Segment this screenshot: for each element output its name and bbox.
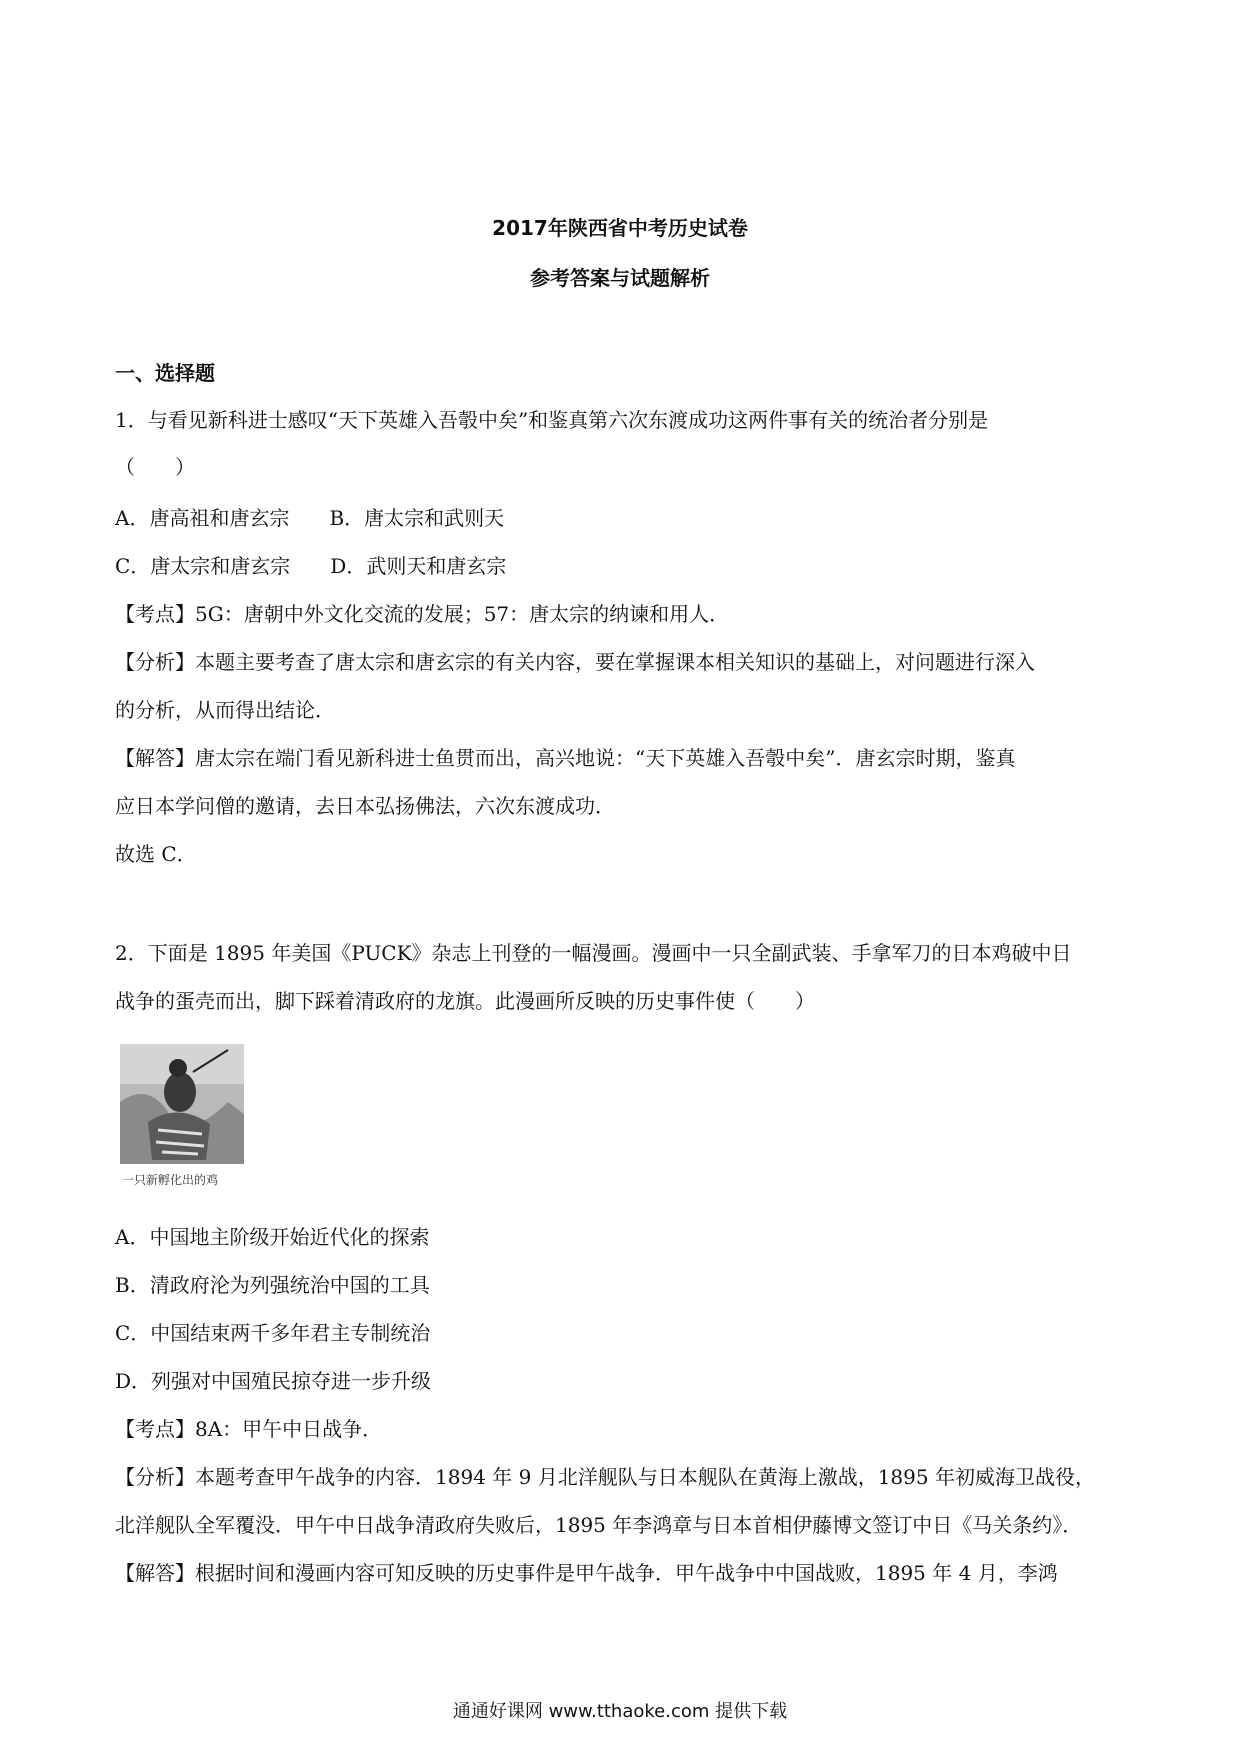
- q1-options-line2: C．唐太宗和唐玄宗 D．武则天和唐玄宗: [115, 554, 507, 578]
- document-subtitle: 参考答案与试题解析: [530, 266, 710, 290]
- page-footer: 通通好课网 www.tthaoke.com 提供下载: [452, 1701, 788, 1722]
- q1-stem-line1: 1．与看见新科进士感叹“天下英雄入吾彀中矣”和鉴真第六次东渡成功这两件事有关的统治者分别是: [115, 408, 989, 432]
- q2-option-a: A．中国地主阶级开始近代化的探索: [115, 1225, 430, 1249]
- q2-fenxi-line1: 【分析】本题考查甲午战争的内容．1894 年 9 月北洋舰队与日本舰队在黄海上激战，1895 年初威海卫战役，: [115, 1465, 1095, 1489]
- q1-answer: 故选 C．: [115, 842, 197, 866]
- cartoon-caption: 一只新孵化出的鸡: [122, 1173, 219, 1187]
- q1-kaodian: 【考点】5G：唐朝中外文化交流的发展；57：唐太宗的纳谏和用人．: [115, 602, 730, 626]
- q2-option-d: D．列强对中国殖民掠夺进一步升级: [115, 1369, 432, 1393]
- document-title: 2017年陕西省中考历史试卷: [492, 216, 748, 240]
- cartoon-picture: [118, 1042, 260, 1190]
- q2-stem-line2: 战争的蛋壳而出，脚下踩着清政府的龙旗。此漫画所反映的历史事件使（ ）: [115, 989, 815, 1013]
- q2-fenxi-line2: 北洋舰队全军覆没．甲午中日战争清政府失败后，1895 年李鸿章与日本首相伊藤博文签订中日《马关条约》．: [115, 1513, 1083, 1537]
- q2-stem-line1: 2．下面是 1895 年美国《PUCK》杂志上刊登的一幅漫画。漫画中一只全副武装、手拿军刀的日本鸡破中日: [115, 941, 1072, 965]
- q2-option-b: B．清政府沦为列强统治中国的工具: [115, 1273, 430, 1297]
- q2-kaodian: 【考点】8A：甲午中日战争．: [115, 1417, 383, 1441]
- section-heading: 一、选择题: [115, 361, 215, 385]
- q1-jieda-line1: 【解答】唐太宗在端门看见新科进士鱼贯而出，高兴地说：“天下英雄入吾彀中矣”．唐玄宗时期，鉴真: [115, 746, 1016, 770]
- q1-jieda-line2: 应日本学问僧的邀请，去日本弘扬佛法，六次东渡成功．: [115, 794, 615, 818]
- q1-fenxi-line1: 【分析】本题主要考查了唐太宗和唐玄宗的有关内容，要在掌握课本相关知识的基础上，对问题进行深入: [115, 650, 1035, 674]
- q1-stem-line2: （ ）: [115, 455, 195, 479]
- q1-options-line1: A．唐高祖和唐玄宗 B．唐太宗和武则天: [115, 506, 505, 530]
- q2-option-c: C．中国结束两千多年君主专制统治: [115, 1321, 431, 1345]
- q2-jieda-line1: 【解答】根据时间和漫画内容可知反映的历史事件是甲午战争．甲午战争中中国战败，1895 年 4 月，李鸿: [115, 1561, 1058, 1585]
- q1-fenxi-line2: 的分析，从而得出结论．: [115, 698, 335, 722]
- cartoon-image: [118, 1042, 260, 1190]
